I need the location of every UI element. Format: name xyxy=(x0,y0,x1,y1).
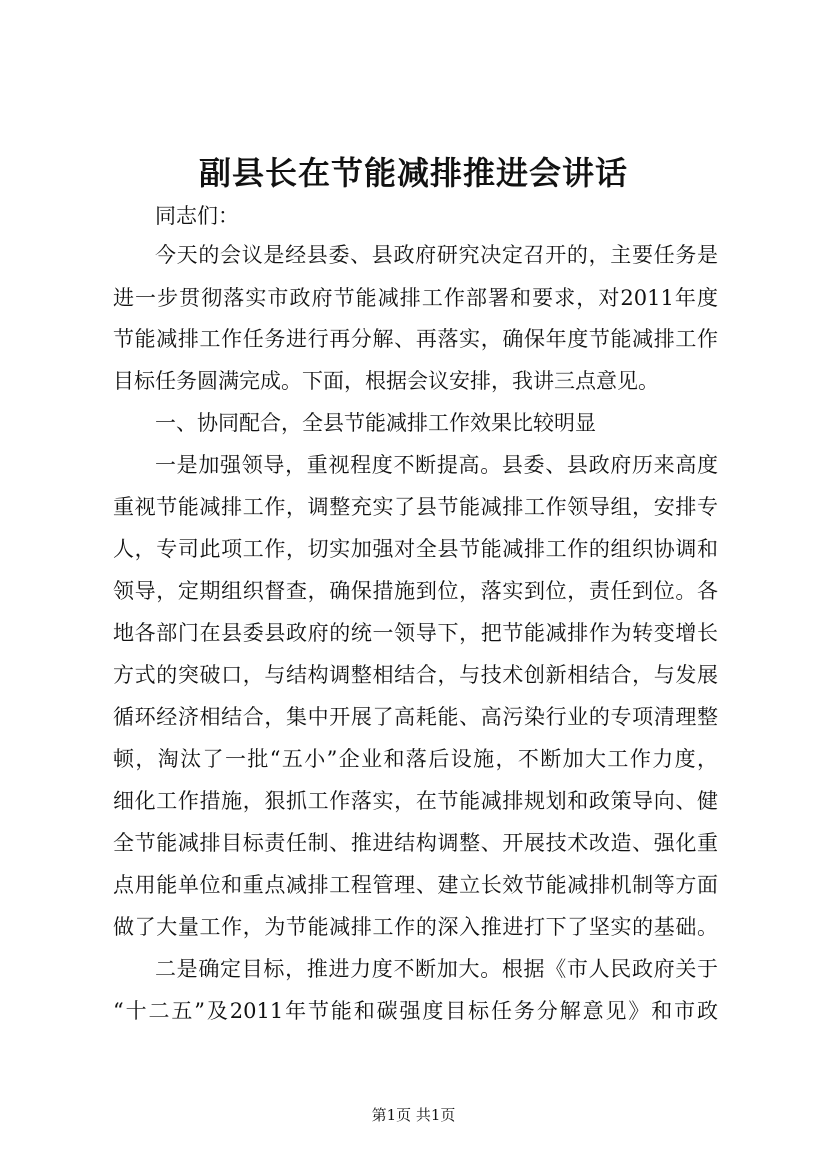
body-line: 循环经济相结合，集中开展了高耗能、高污染行业的专项清理整 xyxy=(113,705,718,729)
body-line: 地各部门在县委县政府的统一领导下，把节能减排作为转变增长 xyxy=(113,621,718,645)
body-line: 二是确定目标，推进力度不断加大。根据《市人民政府关于 xyxy=(155,957,718,981)
page-footer: 第1页 共1页 xyxy=(371,1106,456,1124)
body-line: 进一步贯彻落实市政府节能减排工作部署和要求，对2011年度 xyxy=(113,286,718,310)
body-line: 做了大量工作，为节能减排工作的深入推进打下了坚实的基础。 xyxy=(113,915,718,939)
body-line: 一是加强领导，重视程度不断提高。县委、县政府历来高度 xyxy=(155,453,718,477)
body-line: 人，专司此项工作，切实加强对全县节能减排工作的组织协调和 xyxy=(113,537,718,561)
body-line: 今天的会议是经县委、县政府研究决定召开的，主要任务是 xyxy=(155,243,718,267)
body-line: 细化工作措施，狠抓工作落实，在节能减排规划和政策导向、健 xyxy=(113,789,718,813)
body-line: 目标任务圆满完成。下面，根据会议安排，我讲三点意见。 xyxy=(113,369,659,393)
body-line: 方式的突破口，与结构调整相结合，与技术创新相结合，与发展 xyxy=(113,663,718,687)
salutation: 同志们： xyxy=(155,204,239,228)
body-line: 领导，定期组织督查，确保措施到位，落实到位，责任到位。各 xyxy=(113,579,718,603)
body-line: “十二五”及2011年节能和碳强度目标任务分解意见》和市政 xyxy=(113,999,718,1023)
body-line: 点用能单位和重点减排工程管理、建立长效节能减排机制等方面 xyxy=(113,873,718,897)
body-line: 重视节能减排工作，调整充实了县节能减排工作领导组，安排专 xyxy=(113,495,718,519)
body-line: 节能减排工作任务进行再分解、再落实，确保年度节能减排工作 xyxy=(113,327,718,351)
section-heading: 一、协同配合，全县节能减排工作效果比较明显 xyxy=(155,411,596,435)
page-title: 副县长在节能减排推进会讲话 xyxy=(198,154,628,192)
body-line: 全节能减排目标责任制、推进结构调整、开展技术改造、强化重 xyxy=(113,831,718,855)
body-line: 顿，淘汰了一批“五小”企业和落后设施，不断加大工作力度， xyxy=(113,747,718,771)
